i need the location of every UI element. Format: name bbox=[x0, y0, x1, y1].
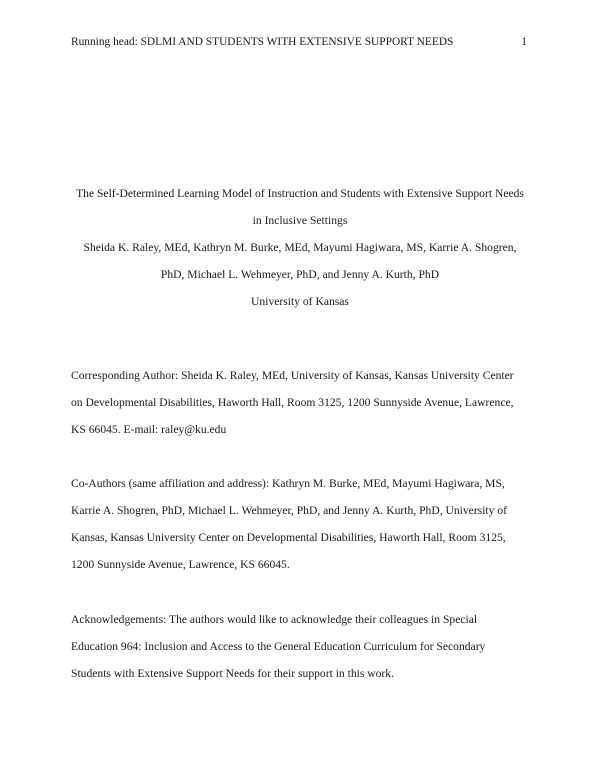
co-authors-line: Kansas, Kansas University Center on Developmental Disabilities, Haworth Hall, Room 3125, bbox=[71, 531, 506, 544]
corresponding-author-line: KS 66045. E-mail: raley@ku.edu bbox=[71, 423, 227, 436]
page-number: 1 bbox=[521, 36, 527, 48]
author-line-2: PhD, Michael L. Wehmeyer, PhD, and Jenny A. Kurth, PhD bbox=[160, 268, 440, 281]
corresponding-author-paragraph bbox=[71, 362, 533, 443]
paper-title-line-1: The Self-Determined Learning Model of Instruction and Students with Extensive Support Needs bbox=[76, 187, 524, 200]
acknowledgements-line: Education 964: Inclusion and Access to the General Education Curriculum for Secondary bbox=[71, 640, 486, 653]
running-head: Running head: SDLMI AND STUDENTS WITH EXTENSIVE SUPPORT NEEDS bbox=[71, 36, 454, 48]
author-line-1: Sheida K. Raley, MEd, Kathryn M. Burke, MEd, Mayumi Hagiwara, MS, Karrie A. Shogren, bbox=[83, 241, 517, 254]
title-block bbox=[60, 180, 540, 315]
acknowledgements-line: Students with Extensive Support Needs for their support in this work. bbox=[71, 667, 394, 680]
co-authors-paragraph bbox=[71, 470, 533, 578]
acknowledgements-line: Acknowledgements: The authors would like to acknowledge their colleagues in Special bbox=[71, 613, 478, 626]
co-authors-line: 1200 Sunnyside Avenue, Lawrence, KS 66045. bbox=[71, 558, 290, 571]
co-authors-line: Karrie A. Shogren, PhD, Michael L. Wehmeyer, PhD, and Jenny A. Kurth, PhD, University of bbox=[71, 504, 507, 517]
paper-title-line-2: in Inclusive Settings bbox=[252, 214, 348, 227]
acknowledgements-paragraph bbox=[71, 606, 533, 687]
corresponding-author-line: on Developmental Disabilities, Haworth Hall, Room 3125, 1200 Sunnyside Avenue, Lawrence, bbox=[71, 396, 514, 409]
co-authors-line: Co-Authors (same affiliation and address): Kathryn M. Burke, MEd, Mayumi Hagiwara, MS, bbox=[71, 477, 505, 490]
corresponding-author-line: Corresponding Author: Sheida K. Raley, MEd, University of Kansas, Kansas University Center bbox=[71, 369, 514, 382]
affiliation: University of Kansas bbox=[251, 295, 349, 308]
